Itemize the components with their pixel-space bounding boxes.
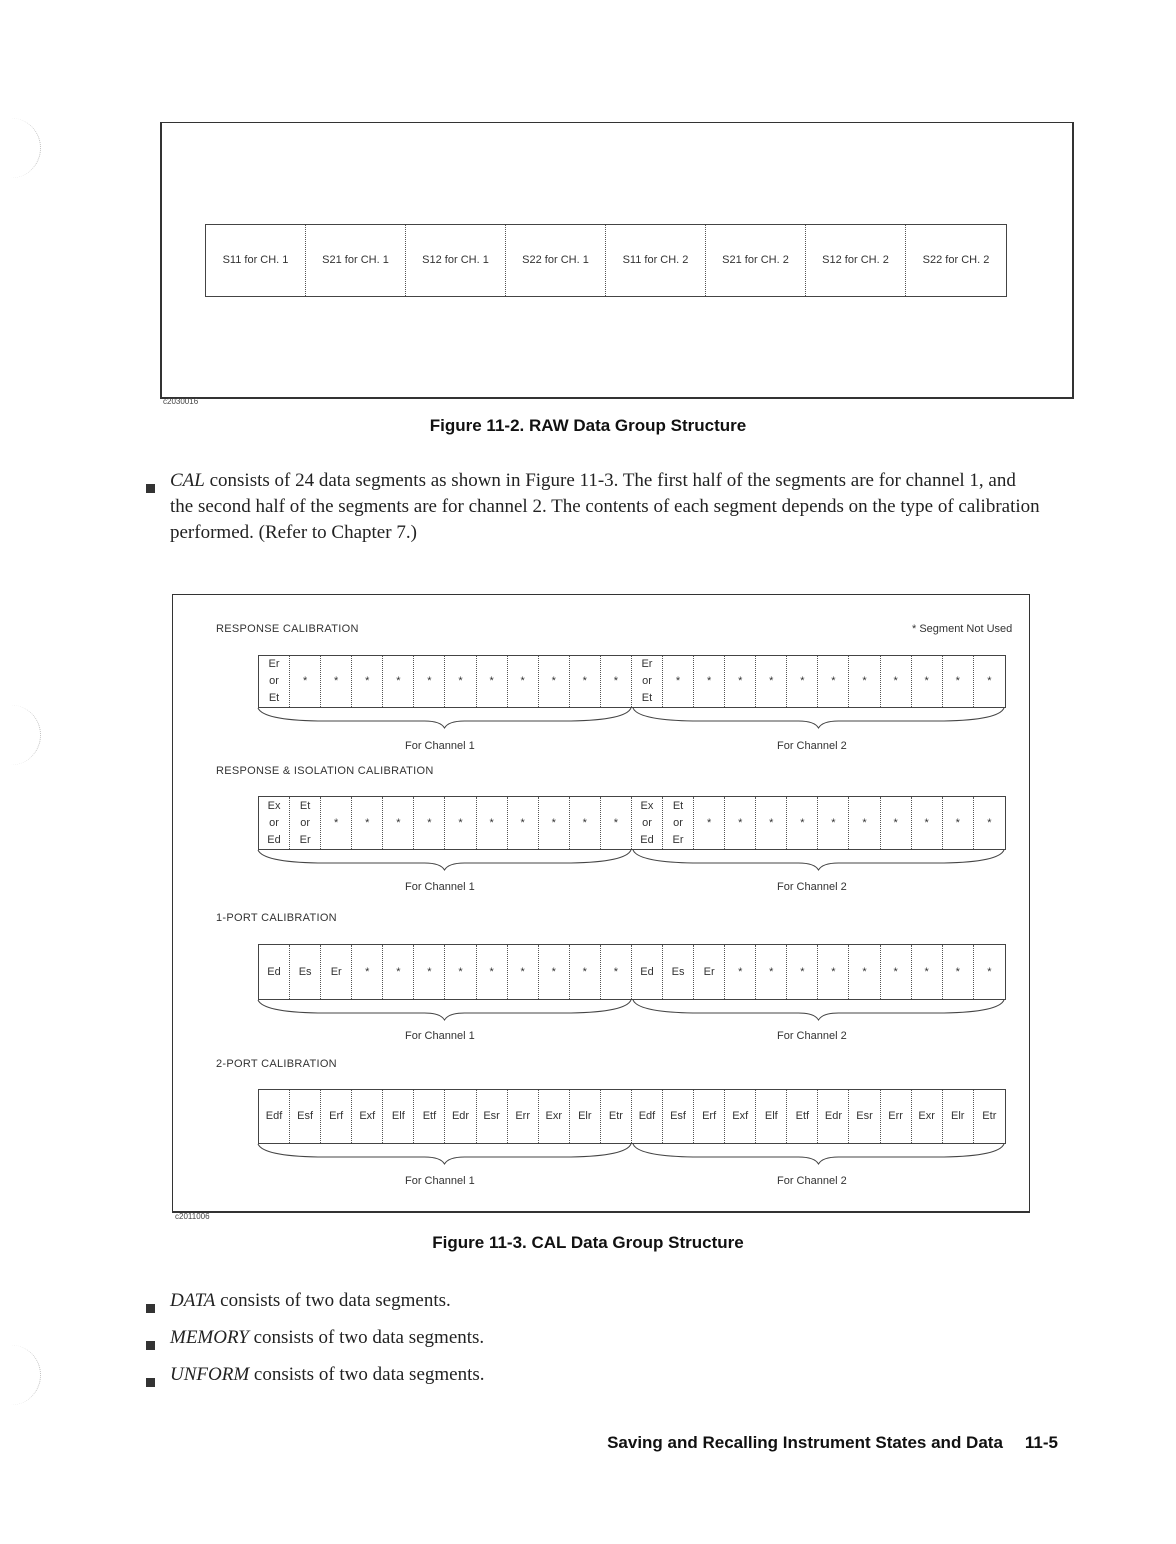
segment-cell: Ed [259, 945, 290, 999]
segment-cell: * [601, 797, 632, 849]
raw-segment-cell: S22 for CH. 2 [922, 254, 990, 266]
segment-cell: * [321, 656, 352, 707]
segment-cell: * [477, 656, 508, 707]
term-cal: CAL [170, 470, 205, 491]
segment-cell: * [881, 797, 912, 849]
page-footer [607, 1433, 1058, 1453]
segment-cell: Elf [756, 1090, 787, 1143]
bullet-item [170, 1288, 1040, 1314]
segment-cell: Es [290, 945, 321, 999]
segment-cell: Er [321, 945, 352, 999]
segment-cell: Esr [477, 1090, 508, 1143]
segment-cell: * [508, 797, 539, 849]
raw-segment-cell: S11 for CH. 2 [606, 225, 706, 296]
segment-cell: * [570, 945, 601, 999]
section-title: 2-PORT CALIBRATION [216, 1058, 337, 1070]
page-number: 11-5 [1024, 1433, 1058, 1452]
raw-segment-cell: S21 for CH. 1 [306, 225, 406, 296]
segment-cell: Exr [912, 1090, 943, 1143]
segment-cell: Etr [982, 1110, 997, 1122]
footer-title: Saving and Recalling Instrument States and Data [607, 1433, 1003, 1452]
segment-cell: * [352, 797, 383, 849]
segment-cell: * [912, 656, 943, 707]
segment-cell: * [477, 797, 508, 849]
segment-cell: Et or Er [290, 797, 321, 849]
segment-cell: * [987, 965, 992, 978]
segment-cell: * [694, 797, 725, 849]
segment-cell: Esf [290, 1090, 321, 1143]
segment-cell: Edf [259, 1090, 290, 1143]
channel-label: For Channel 2 [777, 1030, 847, 1042]
legend-segment-not-used: * Segment Not Used [912, 623, 1013, 635]
segment-cell: * [987, 675, 992, 687]
section-title: 1-PORT CALIBRATION [216, 912, 337, 924]
segment-cell: Etf [787, 1090, 818, 1143]
bullet-text: consists of two data segments. [248, 1327, 485, 1348]
segment-cell: Er or Et [632, 656, 663, 707]
segment-cell: * [570, 656, 601, 707]
segment-cell: Exr [539, 1090, 570, 1143]
segment-cell: * [987, 816, 992, 829]
segment-cell: * [787, 945, 818, 999]
segment-cell: Elr [570, 1090, 601, 1143]
raw-segment-cell: S12 for CH. 2 [806, 225, 906, 296]
segment-cell: * [881, 656, 912, 707]
segment-cell: * [414, 656, 445, 707]
brace [633, 1000, 1004, 1020]
bullet-term: DATA [170, 1290, 216, 1311]
segment-cell: * [445, 945, 476, 999]
segment-cell: Etf [414, 1090, 445, 1143]
segment-cell: * [725, 656, 756, 707]
channel-label: For Channel 1 [405, 1175, 475, 1187]
segment-cell: Elf [383, 1090, 414, 1143]
segment-cell: * [849, 656, 880, 707]
segment-cell: Esr [849, 1090, 880, 1143]
segment-cell: Edr [445, 1090, 476, 1143]
bullet-term: MEMORY [170, 1327, 249, 1348]
segment-cell: * [787, 656, 818, 707]
segment-cell: * [912, 797, 943, 849]
segment-cell: * [290, 656, 321, 707]
segment-cell: Et or Er [663, 797, 694, 849]
brace [258, 1144, 631, 1164]
segment-cell: Er [694, 945, 725, 999]
segment-cell: * [849, 945, 880, 999]
brace [258, 708, 631, 728]
raw-segment-cell: S22 for CH. 1 [506, 225, 606, 296]
segment-cell: * [943, 656, 974, 707]
bullet-icon [146, 1304, 155, 1313]
segment-cell: Elr [943, 1090, 974, 1143]
segment-cell: * [787, 797, 818, 849]
bullet-icon [146, 1341, 155, 1350]
segment-cell: Ex or Ed [632, 797, 663, 849]
segment-cell: Exf [725, 1090, 756, 1143]
segment-cell: * [881, 945, 912, 999]
segment-cell: * [818, 656, 849, 707]
segment-cell: * [818, 797, 849, 849]
bullet-text: consists of two data segments. [215, 1290, 451, 1311]
segment-cell: * [756, 945, 787, 999]
segment-cell: Ex or Ed [259, 797, 290, 849]
segment-cell: * [756, 797, 787, 849]
segment-cell: * [508, 656, 539, 707]
channel-label: For Channel 1 [405, 881, 475, 893]
bullet-icon [146, 1378, 155, 1387]
segment-cell: * [663, 656, 694, 707]
bullet-term: UNFORM [170, 1364, 250, 1385]
segment-cell: * [539, 656, 570, 707]
segment-cell: * [912, 945, 943, 999]
segment-cell: * [477, 945, 508, 999]
channel-label: For Channel 1 [405, 740, 475, 752]
figure-11-2-caption: Figure 11-2. RAW Data Group Structure [429, 416, 747, 435]
section-title: RESPONSE CALIBRATION [216, 623, 359, 635]
raw-segment-cell: S21 for CH. 2 [706, 225, 806, 296]
segment-cell: Er or Et [259, 656, 290, 707]
segment-cell: * [849, 797, 880, 849]
segment-cell: * [601, 945, 632, 999]
segment-cell: Erf [694, 1090, 725, 1143]
brace [633, 708, 1004, 728]
segment-cell: * [756, 656, 787, 707]
raw-segment-cell: S12 for CH. 1 [406, 225, 506, 296]
brace [258, 1000, 631, 1020]
bullet-text: consists of two data segments. [249, 1364, 485, 1385]
segment-cell: Exf [352, 1090, 383, 1143]
segment-cell: Edr [818, 1090, 849, 1143]
segment-cell: * [383, 945, 414, 999]
segment-cell: * [818, 945, 849, 999]
segment-cell: Es [663, 945, 694, 999]
raw-segment-cell: S11 for CH. 1 [206, 225, 306, 296]
segment-cell: * [570, 797, 601, 849]
segment-cell: Erf [321, 1090, 352, 1143]
channel-label: For Channel 2 [777, 1175, 847, 1187]
segment-cell: * [943, 797, 974, 849]
segment-cell: Ed [632, 945, 663, 999]
channel-label: For Channel 2 [777, 881, 847, 893]
channel-label: For Channel 1 [405, 1030, 475, 1042]
segment-cell: * [321, 797, 352, 849]
segment-cell: Esf [663, 1090, 694, 1143]
segment-cell: * [352, 945, 383, 999]
segment-cell: Edf [632, 1090, 663, 1143]
cal-description: consists of 24 data segments as shown in Figure 11-3. The first half of the segments are for channel 1, and the second half of the segments are for channel 2. The contents of each segment depends on the type of calibration performed. (Refer to Chapter 7.) [170, 470, 1040, 543]
segment-cell: Err [508, 1090, 539, 1143]
section-title: RESPONSE & ISOLATION CALIBRATION [216, 765, 434, 777]
figure-id: c2011006 [175, 1212, 210, 1221]
bullet-item [170, 1362, 1040, 1388]
brace [258, 850, 631, 870]
segment-cell: * [414, 945, 445, 999]
figure-11-3-caption: Figure 11-3. CAL Data Group Structure [432, 1233, 744, 1252]
segment-cell: * [414, 797, 445, 849]
bullet-item [170, 1325, 1040, 1351]
segment-cell: * [445, 797, 476, 849]
segment-cell: Err [881, 1090, 912, 1143]
segment-cell: * [694, 656, 725, 707]
segment-cell: * [539, 945, 570, 999]
segment-cell: * [601, 656, 632, 707]
segment-cell: Etr [601, 1090, 632, 1143]
segment-cell: * [725, 797, 756, 849]
segment-cell: * [508, 945, 539, 999]
figure-id: c2030016 [163, 397, 199, 406]
segment-cell: * [725, 945, 756, 999]
segment-cell: * [352, 656, 383, 707]
segment-cell: * [383, 656, 414, 707]
segment-cell: * [539, 797, 570, 849]
brace [633, 850, 1004, 870]
segment-cell: * [445, 656, 476, 707]
brace [633, 1144, 1004, 1164]
segment-cell: * [943, 945, 974, 999]
channel-label: For Channel 2 [777, 740, 847, 752]
segment-cell: * [383, 797, 414, 849]
